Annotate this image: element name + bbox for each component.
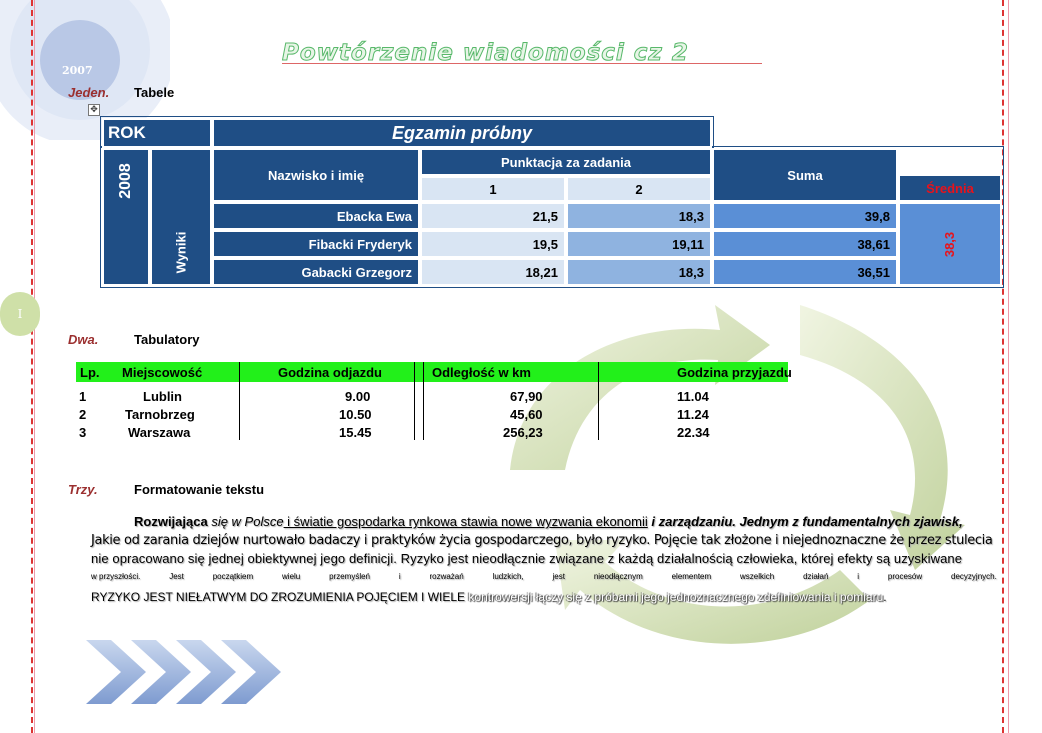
paragraph-line-1 xyxy=(134,514,963,529)
section-title-tabs: Tabulatory xyxy=(134,332,200,347)
text-word: jest xyxy=(552,572,565,581)
text-run: się w Polsce xyxy=(211,514,284,529)
text-word: i xyxy=(857,572,860,581)
tab-row-1-distance: 67,90 xyxy=(510,389,543,404)
page-margin-right-inner xyxy=(1008,0,1009,733)
task-2-header[interactable]: 2 xyxy=(566,176,712,202)
row-3-task2[interactable]: 18,3 xyxy=(566,258,712,286)
task-1-header[interactable]: 1 xyxy=(420,176,566,202)
text-word: decyzyjnych. xyxy=(951,572,997,581)
text-word: w przyszłości. xyxy=(91,572,141,581)
tab-row-3-city: Warszawa xyxy=(128,425,191,440)
tab-row-3-distance: 256,23 xyxy=(503,425,543,440)
text-word: wielu xyxy=(282,572,301,581)
tab-divider xyxy=(239,362,240,440)
tab-header-lp: Lp. xyxy=(80,365,100,380)
row-2-name[interactable]: Fibacki Fryderyk xyxy=(212,230,420,258)
tab-row-3-lp: 3 xyxy=(79,425,87,440)
tab-header-distance: Odległość w km xyxy=(432,365,531,380)
text-run: Rozwijająca xyxy=(134,514,212,529)
text-run: . xyxy=(883,590,887,604)
text-word: elementem xyxy=(671,572,712,581)
paragraph-line-5 xyxy=(91,590,887,604)
tab-row-2-arrival: 11.24 xyxy=(677,407,709,422)
text-run: kontrowersji łączy się z próbami jego jednoznacznego zdefiniowania i pomiaru xyxy=(468,590,884,604)
year-label: 2007 xyxy=(62,64,93,77)
tab-header-departure: Godzina odjazdu xyxy=(278,365,382,380)
section-title-formatting: Formatowanie tekstu xyxy=(134,482,265,497)
text-run: RYZYKO JEST NIEŁATWYM DO ZROZUMIENIA POJĘCIEM I WIELE xyxy=(91,590,469,604)
page-title: Powtórzenie wiadomości cz 2 xyxy=(282,40,689,66)
average-header[interactable]: Średnia xyxy=(898,174,1002,202)
text-word: działań xyxy=(803,572,829,581)
text-word: procesów xyxy=(887,572,923,581)
year-cell[interactable] xyxy=(102,148,150,286)
tab-row-3-arrival: 22.34 xyxy=(677,425,710,440)
text-run: i światie gospodarka xyxy=(283,514,405,529)
text-word: i xyxy=(398,572,401,581)
text-word: Jest xyxy=(169,572,184,581)
table-move-handle-icon[interactable]: ✥ xyxy=(88,104,100,116)
results-side-text: Wyniki xyxy=(173,231,189,273)
page-margin-left xyxy=(31,0,33,733)
row-2-task2[interactable]: 19,11 xyxy=(566,230,712,258)
section-title-tables: Tabele xyxy=(134,85,175,100)
page-margin-right xyxy=(1002,0,1004,733)
text-word: wszelkich xyxy=(740,572,775,581)
tab-header-arrival: Godzina przyjazdu xyxy=(677,365,792,380)
row-2-task1[interactable]: 19,5 xyxy=(420,230,566,258)
row-1-task2[interactable]: 18,3 xyxy=(566,202,712,230)
points-header[interactable]: Punktacja za zadania xyxy=(420,148,712,176)
row-1-task1[interactable]: 21,5 xyxy=(420,202,566,230)
results-side-cell[interactable] xyxy=(150,148,212,286)
text-run: i zarządzaniu. Jednym z fundamentalnych zjawisk, xyxy=(647,514,963,529)
tab-row-1-city: Lublin xyxy=(143,389,182,404)
text-word: rozważań xyxy=(429,572,464,581)
row-1-sum[interactable]: 39,8 xyxy=(712,202,898,230)
section-label-one: Jeden. xyxy=(68,85,110,100)
recycle-arrows-graphic xyxy=(470,300,980,660)
row-3-sum[interactable]: 36,51 xyxy=(712,258,898,286)
name-header[interactable]: Nazwisko i imię xyxy=(212,148,420,202)
tab-divider xyxy=(414,362,415,440)
tab-row-2-lp: 2 xyxy=(79,407,87,422)
section-label-two: Dwa. xyxy=(68,332,99,347)
tab-row-1-departure: 9.00 xyxy=(345,389,371,404)
tab-divider xyxy=(423,362,424,440)
section-label-three: Trzy. xyxy=(68,482,98,497)
tab-row-2-departure: 10.50 xyxy=(339,407,372,422)
row-1-name[interactable]: Ebacka Ewa xyxy=(212,202,420,230)
chapter-marker: I xyxy=(0,292,40,336)
paragraph-line-4 xyxy=(91,572,997,581)
chevron-arrows-graphic xyxy=(86,640,296,710)
paragraph-line-2: Jakie od zarania dziejów nurtowało badaczy i praktyków życia gospodarczego, było ryzyko. Pojęcie tak złożone i niejednoznaczne że przez stulecia xyxy=(91,533,993,548)
tab-row-1-lp: 1 xyxy=(79,389,87,404)
row-2-sum[interactable]: 38,61 xyxy=(712,230,898,258)
tab-row-2-city: Tarnobrzeg xyxy=(125,407,195,422)
page-margin-left-inner xyxy=(34,0,35,733)
text-word: początkiem xyxy=(212,572,254,581)
row-3-task1[interactable]: 18,21 xyxy=(420,258,566,286)
exam-title-cell[interactable]: Egzamin próbny xyxy=(212,118,712,148)
text-run: rynkowa stawia nowe wyzwania ekonomii xyxy=(404,514,648,529)
row-3-name[interactable]: Gabacki Grzegorz xyxy=(212,258,420,286)
tab-row-3-departure: 15.45 xyxy=(339,425,372,440)
sum-header[interactable]: Suma xyxy=(712,148,898,202)
tab-divider xyxy=(598,362,599,440)
title-underline xyxy=(282,63,762,64)
tab-row-2-distance: 45,60 xyxy=(510,407,543,422)
paragraph-line-3: nie opracowano się jednej obiektywnej jego definicji. Ryzyko jest nieodłącznie związane z każdą działalnością człowieka, której efekty są uzyskiwane xyxy=(91,551,963,566)
average-value: 38,3 xyxy=(942,231,958,257)
text-word: nieodłącznym xyxy=(593,572,643,581)
tab-header-city: Miejscowość xyxy=(122,365,203,380)
rok-header[interactable]: ROK xyxy=(102,118,212,148)
text-word: ludzkich, xyxy=(492,572,524,581)
tab-row-1-arrival: 11.04 xyxy=(677,389,709,404)
year-cell-text: 2008 xyxy=(117,163,134,199)
text-word: przemyśleń xyxy=(329,572,370,581)
average-value-cell[interactable] xyxy=(898,202,1002,286)
